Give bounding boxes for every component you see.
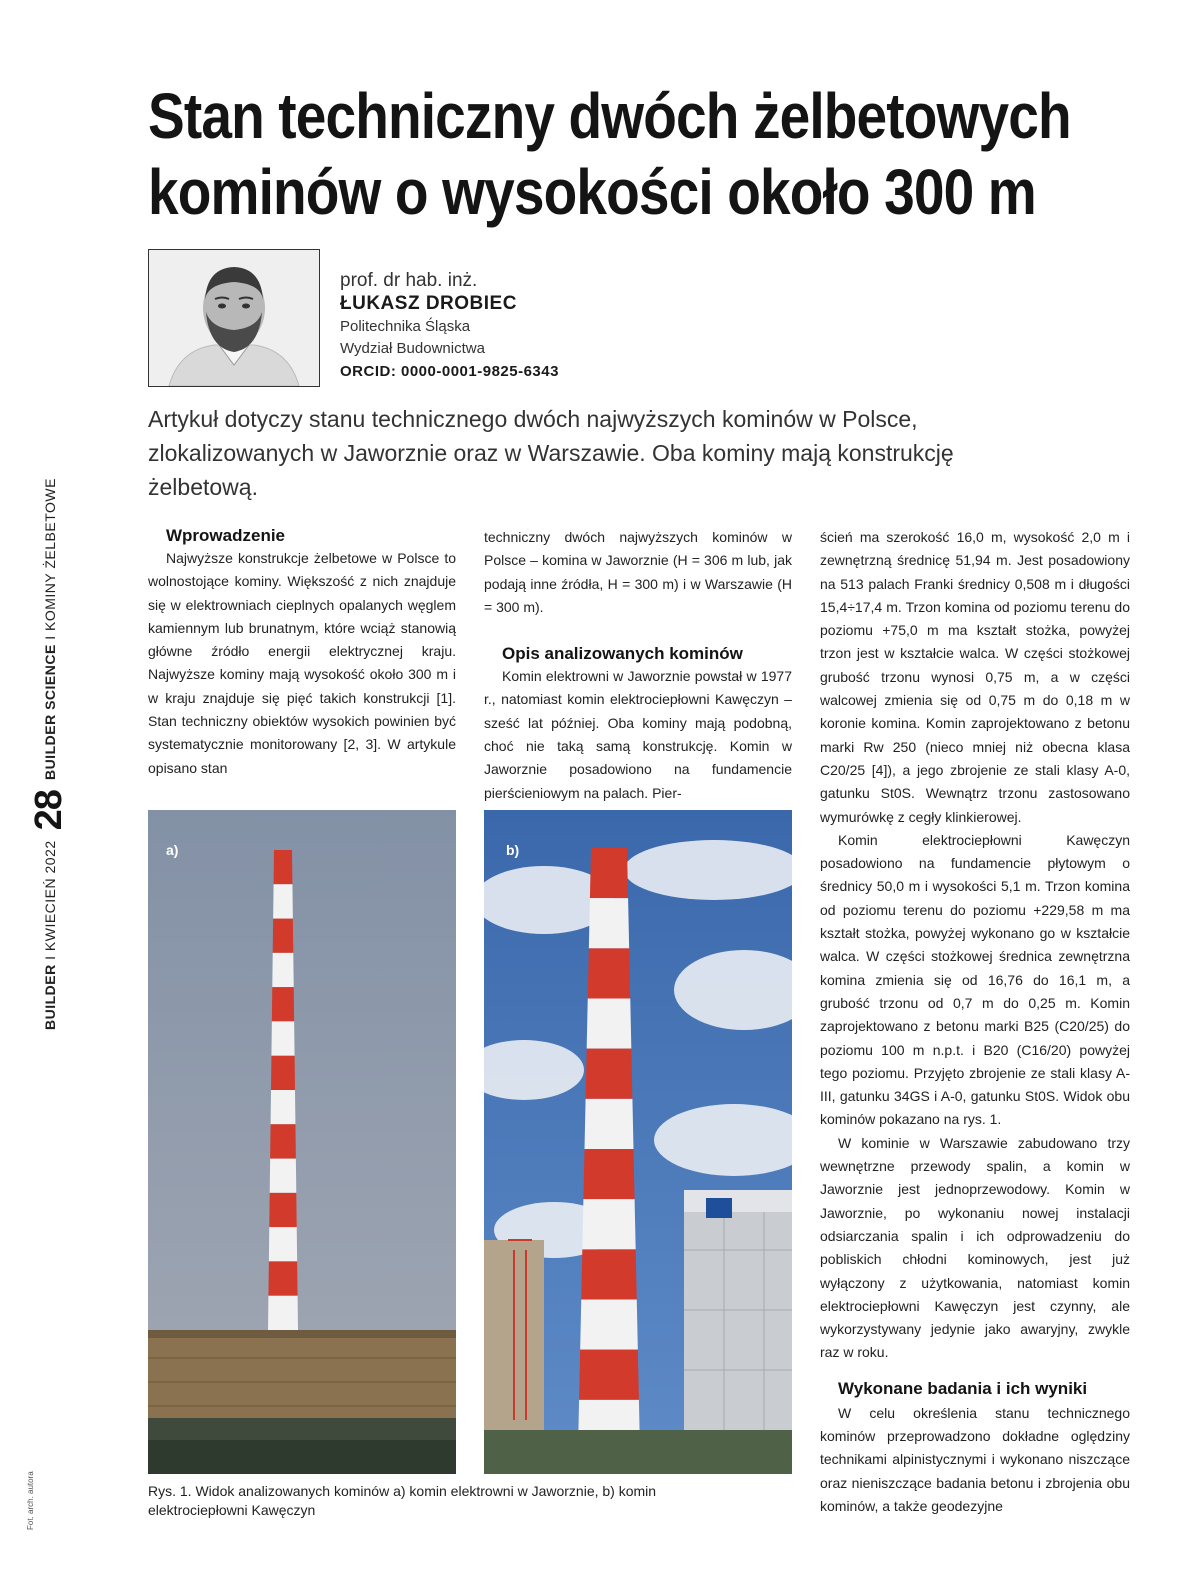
author-orcid: ORCID: 0000-0001-9825-6343 [340, 363, 559, 380]
chimney-band [587, 999, 632, 1049]
paragraph-description: Komin elektrowni w Jaworznie powstał w 1977 r., natomiast komin elektrociepłowni Kawęczyn – sześć lat później. Oba kominy mają podobną, choć nie taką samą konstrukcję. Komin w Jaworznie posadowiono na fundamencie pierścieniowym na palach. Pier- [484, 668, 792, 801]
figure-a-jaworzno-chimney [148, 810, 456, 1474]
chimney-band [586, 1049, 633, 1099]
running-section-prefix: BUILDER SCIENCE [41, 644, 58, 781]
chimney-band [271, 1021, 294, 1055]
running-magazine: BUILDER [41, 964, 58, 1030]
chimney-band [582, 1199, 635, 1249]
running-separator-1: I [41, 951, 58, 965]
article-title-line2: kominów o wysokości około 300 m [148, 156, 1036, 228]
column-3 [820, 526, 1130, 1518]
author-portrait [148, 249, 320, 387]
author-block [340, 270, 640, 384]
chimney-band [588, 948, 631, 998]
photo-credit: Fot. arch. autora [26, 1471, 35, 1530]
paragraph-continuation: techniczny dwóch najwyższych kominów w Polsce – komina w Jaworznie (H = 306 m lub, jak podają inne źródła, H = 300 m) i w Warszawie (H = 300 m). [484, 529, 792, 615]
chimney-band [585, 1099, 634, 1149]
paragraph-introduction: Najwyższe konstrukcje żelbetowe w Polsce to wolnostojące kominy. Większość z nich znajduje się w elektrowniach cieplnych opalanych węglem kamiennym lub brunatnym, które wciąż stanowią główne źródło energii elektrycznej kraju. Najwyższe kominy mają wysokość około 300 m i w kraju znajduje się pięć takich konstrukcji [1]. Stan techniczny obiektów wysokich powinien być systematycznie monitorowany [2, 3]. W artykule opisano stan [148, 550, 456, 776]
figure-label-a: a) [166, 842, 179, 858]
figure-caption: Rys. 1. Widok analizowanych kominów a) komin elektrowni w Jaworznie, b) komin elektrociepłowni Kawęczyn [148, 1483, 657, 1518]
paragraph-research: W celu określenia stanu technicznego kominów przeprowadzono dokładne oględziny technikami alpinistycznymi i wykonano niszczące oraz nieniszczące badania betonu i zbrojenia obu kominów, a także geodezyjne [820, 1404, 1130, 1514]
chimney-band [590, 848, 628, 898]
article-title-line1: Stan techniczny dwóch żelbetowych [148, 80, 1071, 152]
chimney-b-illustration [484, 810, 792, 1474]
page-number: 28 [28, 790, 70, 831]
running-section [42, 478, 58, 780]
chimney-band [270, 1124, 296, 1158]
heading-description: Opis analizowanych kominów [502, 644, 743, 664]
running-separator-2: I [41, 631, 58, 645]
running-magazine-date [42, 840, 58, 1030]
chimney-a-illustration [148, 810, 456, 1474]
paragraph-kaweczyn: Komin elektrociepłowni Kawęczyn posadowiono na fundamencie płytowym o średnicy 50,0 m i wysokości 5,1 m. Trzon komina od poziomu terenu do poziomu +229,58 m ma kształt stożka, powyżej wykonano go w kształcie walca. W części stożkowej średnica zewnętrzna komina zmienia się od 16,76 do 16,1 m, a grubość trzonu od 0,7 m do 0,25 m. Komin zaprojektowano z betonu marki B25 (C20/25) do poziomu 100 m n.p.t. i B20 (C16/20) powyżej tego poziomu. Przyjęto zbrojenie ze stali klasy A-III, gatunku 34GS i A-0, gatunku St0S. Widok obu kominów pokazano na rys. 1. [820, 831, 1130, 1128]
author-name: ŁUKASZ DROBIEC [340, 293, 517, 314]
heading-research: Wykonane badania i ich wyniki [838, 1378, 1088, 1398]
chimney-band [269, 1227, 297, 1261]
chimney-band [269, 1193, 296, 1227]
chimney-band [272, 953, 293, 987]
figure-label-b: b) [506, 842, 520, 858]
figure-b-kaweczyn-chimney [484, 810, 792, 1474]
chimney-band [268, 1261, 297, 1295]
chimney-band [273, 919, 294, 953]
chimney-band [272, 987, 294, 1021]
column-2 [484, 526, 792, 805]
author-affiliation-faculty: Wydział Budownictwa [340, 340, 485, 357]
article-title [148, 78, 1071, 230]
chimney-band [270, 1159, 297, 1193]
author-affiliation-university: Politechnika Śląska [340, 318, 471, 335]
chimney-band [273, 884, 293, 918]
chimney-band [589, 898, 629, 948]
chimney-band [271, 1090, 296, 1124]
paragraph-jaworzno-foundation: ścień ma szerokość 16,0 m, wysokość 2,0 m i zewnętrzną średnicę 51,94 m. Jest posadowiony na 513 palach Franki średnicy 0,508 m i długości 15,4÷17,4 m. Trzon komina od poziomu terenu do poziomu +75,0 m ma kształt stożka, powyżej trzon jest w kształcie walca. W części stożkowej grubość trzonu wynosi 0,75 m, a w części walcowej zmienia się od 0,75 m do 0,18 m w koronie komina. Komin zaprojektowano z betonu marki Rw 250 (nieco mniej niż obecna klasa C20/25 [4]), a jego zbrojenie ze stali klasy A-0, gatunku St0S. Wewnątrz trzonu zastosowano wymurówkę z cegły klinkierowej. [820, 529, 1130, 825]
article-lead: Artykuł dotyczy stanu technicznego dwóch najwyższych kominów w Polsce, zlokalizowanych w Jaworznie oraz w Warszawie. Oba kominy mają konstrukcję żelbetową. [148, 406, 954, 500]
running-section-name: KOMINY ŻELBETOWE [41, 478, 58, 632]
author-degree: prof. dr hab. inż. [340, 270, 478, 291]
paragraph-flues: W kominie w Warszawie zabudowano trzy wewnętrzne przewody spalin, a komin w Jaworznie jest jednoprzewodowy. Komin w Jaworznie, po wykonaniu nowej instalacji odsiarczania spalin i ich odprowadzeniu do pobliskich chłodni kominowych, jest już wyłączony z użytkowania, natomiast komin elektrociepłowni Kawęczyn jest czynny, ale wykorzystywany jedynie jako awaryjny, zwykle raz w roku. [820, 1134, 1130, 1361]
side-running-header [28, 478, 71, 1030]
chimney-band [274, 850, 293, 884]
chimney-band [271, 1056, 295, 1090]
chimney-band [579, 1350, 639, 1400]
running-date: KWIECIEŃ 2022 [41, 840, 58, 952]
heading-introduction: Wprowadzenie [166, 526, 286, 545]
author-portrait-image [149, 250, 319, 386]
chimney-band [580, 1300, 638, 1350]
chimney-band [268, 1296, 298, 1330]
chimney-band [583, 1149, 634, 1199]
column-1 [148, 524, 456, 780]
chimney-band [581, 1249, 637, 1299]
